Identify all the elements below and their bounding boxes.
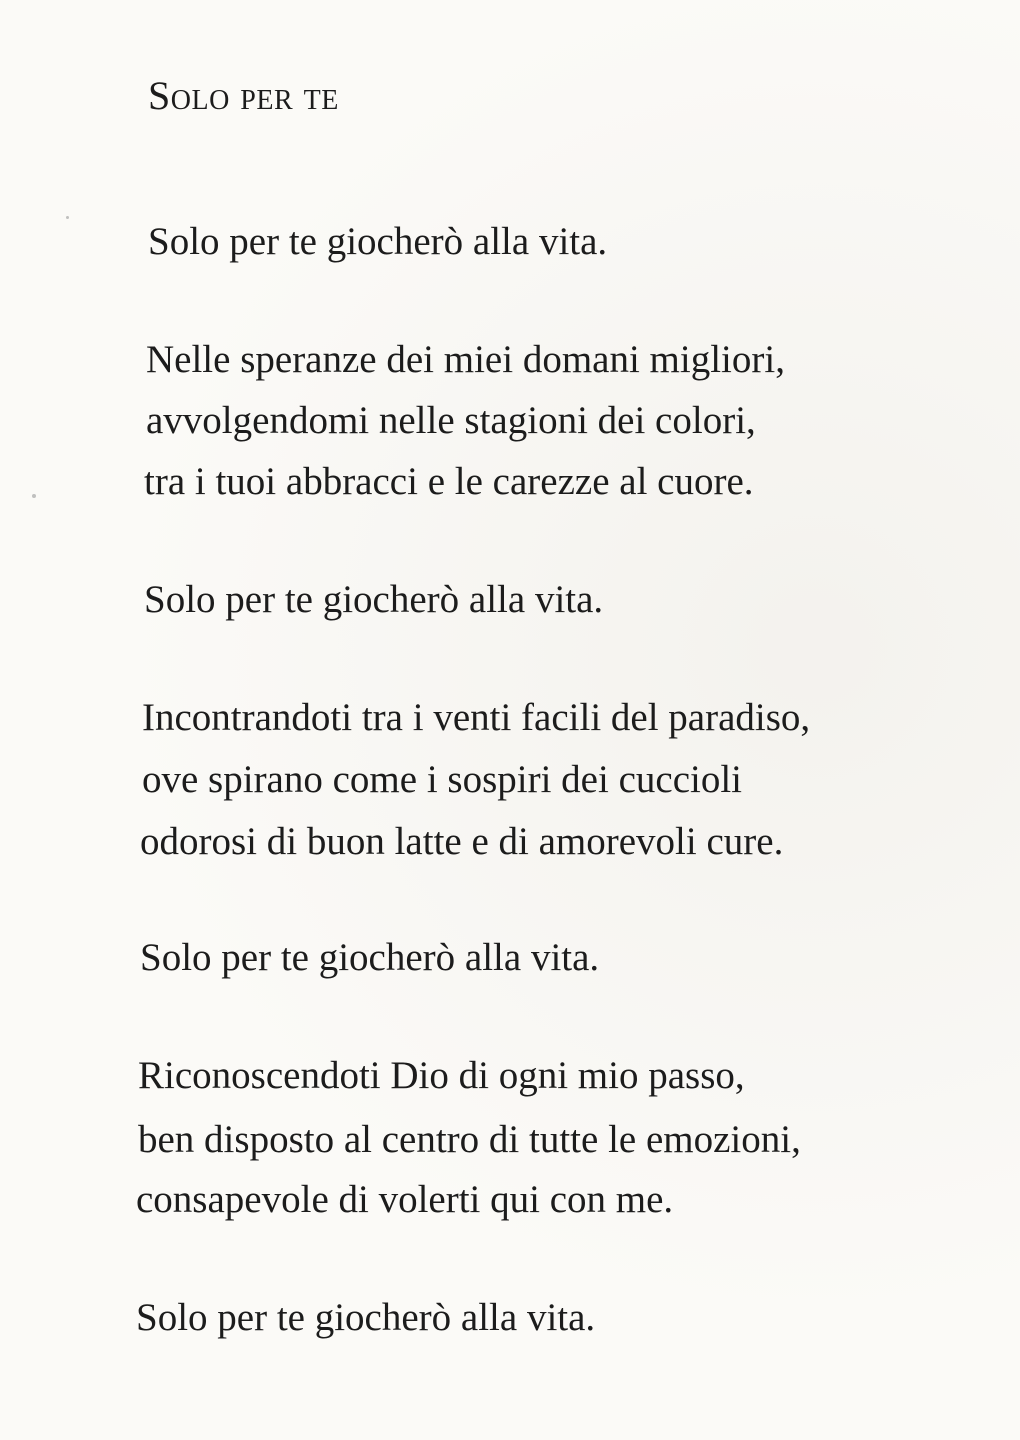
poem-line-refrain: Solo per te giocherò alla vita. (140, 936, 600, 979)
poem-line: Riconoscendoti Dio di ogni mio passo, (138, 1054, 745, 1097)
poem-line-refrain: Solo per te giocherò alla vita. (144, 578, 604, 621)
poem-line-refrain: Solo per te giocherò alla vita. (148, 220, 608, 263)
paper-speck (66, 216, 69, 219)
paper-speck (32, 494, 36, 498)
poem-line: odorosi di buon latte e di amorevoli cure. (140, 820, 784, 863)
poem-line: consapevole di volerti qui con me. (136, 1178, 674, 1221)
poem-line: ben disposto al centro di tutte le emozioni, (138, 1118, 801, 1161)
poem-line: avvolgendomi nelle stagioni dei colori, (146, 399, 756, 442)
poem-line: Nelle speranze dei miei domani migliori, (146, 338, 785, 381)
poem-line: ove spirano come i sospiri dei cuccioli (142, 758, 743, 801)
poem-line-refrain: Solo per te giocherò alla vita. (136, 1296, 596, 1339)
poem-title: Solo per te (148, 73, 339, 118)
poem-line: Incontrandoti tra i venti facili del paradiso, (142, 696, 811, 739)
poem-line: tra i tuoi abbracci e le carezze al cuore. (144, 460, 754, 503)
